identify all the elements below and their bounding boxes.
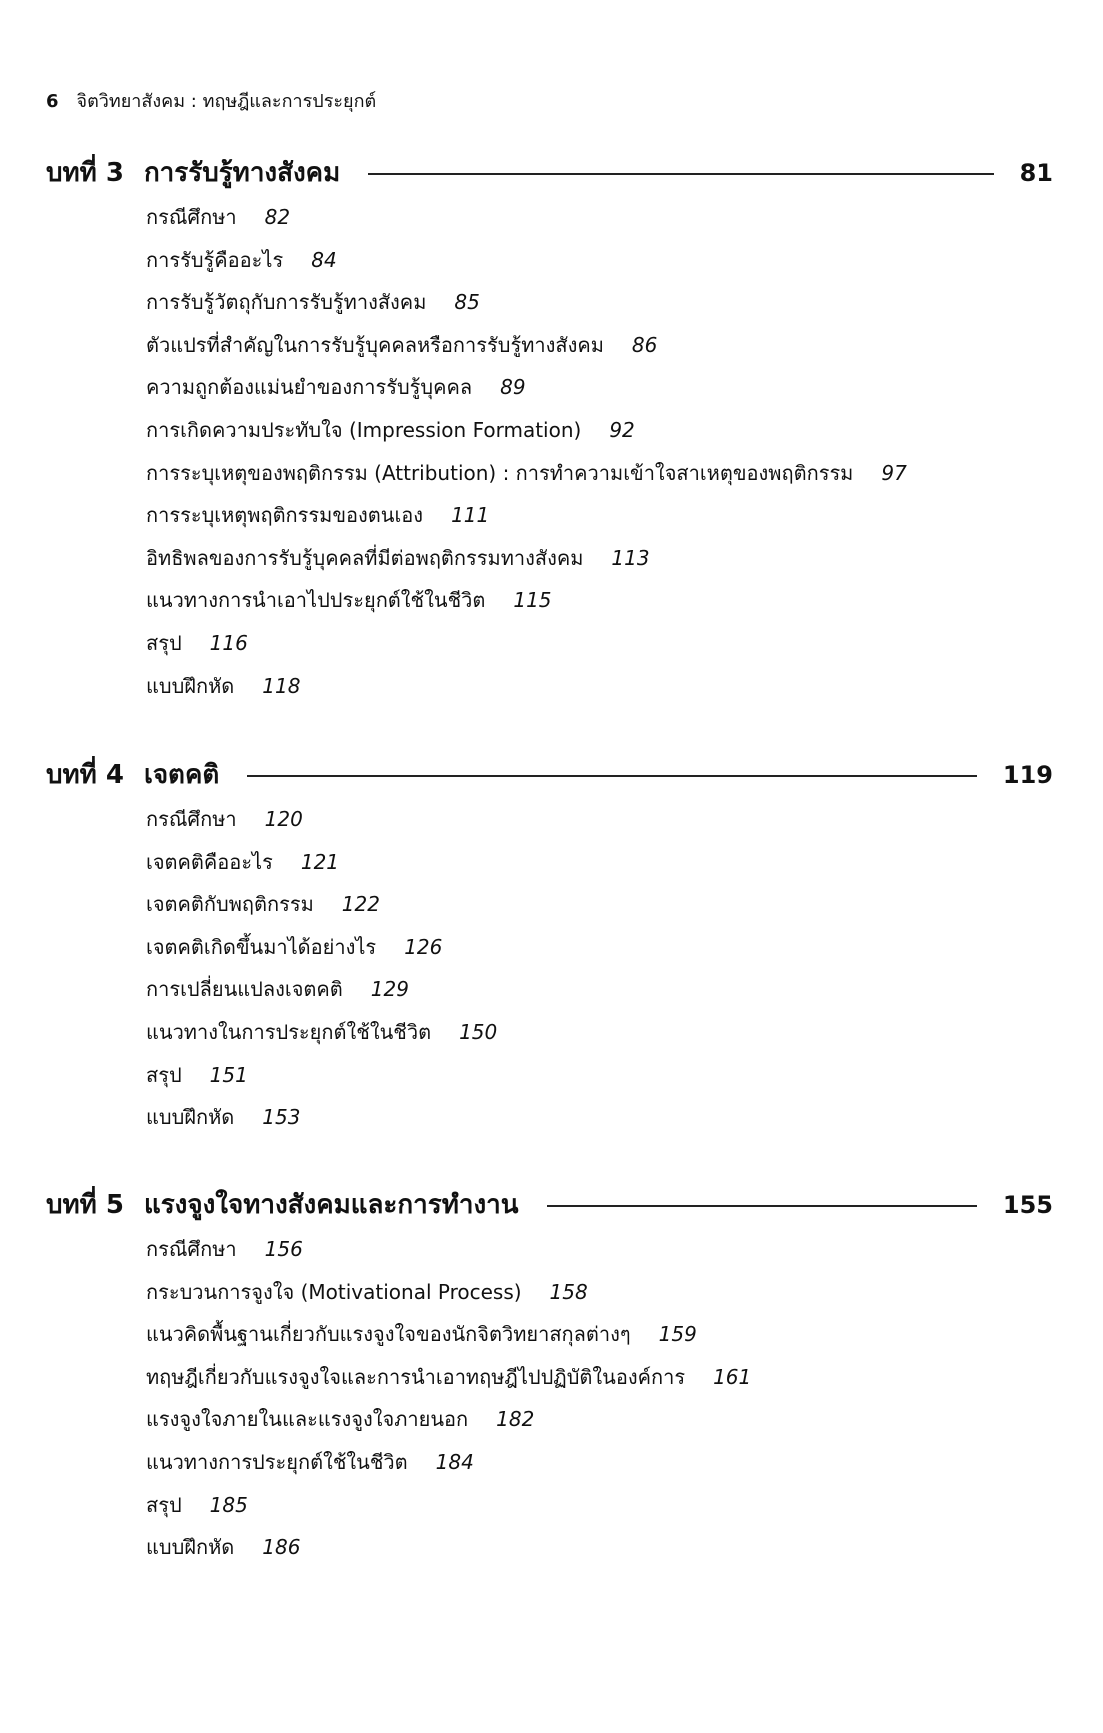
toc-entry[interactable] xyxy=(146,1228,1053,1271)
toc-entry-page: 121 xyxy=(300,849,340,874)
toc-entry[interactable] xyxy=(146,883,1053,926)
toc-entry-title: แรงจูงใจภายในและแรงจูงใจภายนอก xyxy=(146,1407,469,1432)
leader-line xyxy=(368,173,993,175)
toc-entry-title: การรับรู้คืออะไร xyxy=(146,247,284,272)
running-header xyxy=(46,86,376,115)
leader-line xyxy=(247,775,977,777)
toc-entry-title: การระบุเหตุของพฤติกรรม (Attribution) : การทำความเข้าใจสาเหตุของพฤติกรรม xyxy=(146,460,854,485)
toc-entry[interactable] xyxy=(146,1054,1053,1097)
toc-entry-title: กรณีศึกษา xyxy=(146,807,237,831)
toc-entry-title: สรุป xyxy=(146,1062,182,1087)
toc-entry-page: 182 xyxy=(496,1407,535,1432)
chapter-title: เจตคติ xyxy=(143,760,220,790)
toc-entry[interactable] xyxy=(146,1484,1053,1527)
toc-entry-page: 129 xyxy=(370,977,409,1002)
chapter-label: บทที่ 5 xyxy=(46,1190,124,1220)
toc-entry-page: 159 xyxy=(658,1322,697,1347)
toc-entry-page: 161 xyxy=(713,1364,752,1389)
toc-entry[interactable] xyxy=(146,1313,1053,1356)
toc-entry-title: กรณีศึกษา xyxy=(146,205,237,229)
toc-entry-page: 151 xyxy=(209,1062,248,1087)
chapter-label: บทที่ 4 xyxy=(46,760,124,790)
toc-entry-page: 122 xyxy=(341,892,380,917)
toc-entry-page: 153 xyxy=(262,1105,301,1130)
toc-entry-page: 184 xyxy=(435,1449,474,1474)
header-book-title: จิตวิทยาสังคม : ทฤษฎีและการประยุกต์ xyxy=(76,91,377,112)
toc-entry-title: การรับรู้วัตถุกับการรับรู้ทางสังคม xyxy=(146,290,427,315)
toc-entry-title: แนวทางการประยุกต์ใช้ในชีวิต xyxy=(146,1449,408,1474)
toc-entry-title: การเปลี่ยนแปลงเจตคติ xyxy=(146,977,343,1002)
chapter-3 xyxy=(46,152,1053,707)
toc-entry-title: เจตคติกับพฤติกรรม xyxy=(146,892,314,917)
chapter-page-number: 81 xyxy=(1019,159,1053,187)
chapter-5 xyxy=(46,1184,1053,1569)
toc-entry-page: 120 xyxy=(264,807,303,831)
toc-entry-title: เจตคติคืออะไร xyxy=(146,849,273,874)
toc-entry-page: 150 xyxy=(459,1019,498,1044)
toc-entry[interactable] xyxy=(146,665,1053,708)
chapter-title: การรับรู้ทางสังคม xyxy=(143,158,341,188)
toc-entry-page: 97 xyxy=(881,460,907,485)
toc-entry-page: 113 xyxy=(611,545,650,570)
toc-entry-page: 185 xyxy=(209,1492,248,1517)
chapter-heading[interactable] xyxy=(46,754,1053,794)
chapter-label: บทที่ 3 xyxy=(46,158,124,188)
toc-entry-title: แบบฝึกหัด xyxy=(146,1535,235,1560)
toc-entry-page: 85 xyxy=(454,290,480,315)
toc-entry-page: 92 xyxy=(609,417,635,442)
toc-entry-page: 158 xyxy=(549,1279,588,1304)
chapter-heading[interactable] xyxy=(46,1184,1053,1224)
toc-entry[interactable] xyxy=(146,452,1053,495)
toc-entry[interactable] xyxy=(146,1441,1053,1484)
toc-entry-title: แบบฝึกหัด xyxy=(146,1105,235,1130)
toc-entry[interactable] xyxy=(146,494,1053,537)
chapter-page-number: 155 xyxy=(1002,1191,1053,1219)
chapter-title: แรงจูงใจทางสังคมและการทำงาน xyxy=(143,1190,519,1220)
toc-entry-page: 82 xyxy=(264,205,291,229)
toc-entry[interactable] xyxy=(146,409,1053,452)
toc-entry-page: 89 xyxy=(500,375,526,400)
chapter-page-number: 119 xyxy=(1002,761,1053,789)
toc-entry-title: แนวทางการนำเอาไปประยุกต์ใช้ในชีวิต xyxy=(146,588,486,613)
section-list xyxy=(46,1228,1053,1569)
toc-entry-page: 86 xyxy=(631,332,658,357)
toc-entry[interactable] xyxy=(146,841,1053,884)
toc-entry[interactable] xyxy=(146,1096,1053,1139)
toc-entry-page: 84 xyxy=(311,247,337,272)
toc-entry-page: 126 xyxy=(404,934,443,959)
toc-entry-page: 156 xyxy=(264,1237,303,1261)
section-list xyxy=(46,798,1053,1139)
toc-entry[interactable] xyxy=(146,324,1053,367)
toc-entry-page: 115 xyxy=(513,588,552,613)
toc-entry[interactable] xyxy=(146,1011,1053,1054)
toc-entry[interactable] xyxy=(146,196,1053,239)
toc-entry[interactable] xyxy=(146,239,1053,282)
toc-entry[interactable] xyxy=(146,926,1053,969)
toc-entry-page: 111 xyxy=(451,503,490,528)
chapter-heading[interactable] xyxy=(46,152,1053,192)
toc-entry[interactable] xyxy=(146,1398,1053,1441)
toc-entry-title: ทฤษฎีเกี่ยวกับแรงจูงใจและการนำเอาทฤษฎีไปปฏิบัติในองค์การ xyxy=(146,1364,686,1389)
toc-entry[interactable] xyxy=(146,798,1053,841)
toc-entry-page: 186 xyxy=(262,1535,301,1560)
toc-entry-title: การเกิดความประทับใจ (Impression Formation) xyxy=(146,417,582,442)
toc-entry-title: อิทธิพลของการรับรู้บุคคลที่มีต่อพฤติกรรมทางสังคม xyxy=(146,545,584,570)
toc-entry[interactable] xyxy=(146,281,1053,324)
toc-entry-title: สรุป xyxy=(146,1492,182,1517)
toc-entry-title: กรณีศึกษา xyxy=(146,1237,237,1261)
toc-entry-title: กระบวนการจูงใจ (Motivational Process) xyxy=(146,1279,522,1304)
toc-entry-title: เจตคติเกิดขึ้นมาได้อย่างไร xyxy=(146,934,377,959)
toc-entry[interactable] xyxy=(146,968,1053,1011)
toc-entry[interactable] xyxy=(146,1271,1053,1314)
toc-entry[interactable] xyxy=(146,366,1053,409)
section-list xyxy=(46,196,1053,707)
toc-entry[interactable] xyxy=(146,1526,1053,1569)
toc-entry-title: แบบฝึกหัด xyxy=(146,673,235,698)
toc-entry[interactable] xyxy=(146,579,1053,622)
toc-entry-title: ความถูกต้องแม่นยำของการรับรู้บุคคล xyxy=(146,375,473,400)
toc-entry-title: แนวคิดพื้นฐานเกี่ยวกับแรงจูงใจของนักจิตวิทยาสกุลต่างๆ xyxy=(146,1322,631,1347)
toc-entry[interactable] xyxy=(146,1356,1053,1399)
toc-entry-page: 116 xyxy=(209,630,248,655)
header-page-number: 6 xyxy=(46,91,59,112)
toc-entry-title: แนวทางในการประยุกต์ใช้ในชีวิต xyxy=(146,1019,432,1044)
toc-entry[interactable] xyxy=(146,537,1053,580)
toc-entry-title: ตัวแปรที่สำคัญในการรับรู้บุคคลหรือการรับรู้ทางสังคม xyxy=(146,332,604,357)
leader-line xyxy=(547,1205,977,1207)
chapter-4 xyxy=(46,754,1053,1139)
toc-entry-page: 118 xyxy=(262,673,301,698)
toc-entry-title: สรุป xyxy=(146,630,182,655)
toc-entry-title: การระบุเหตุพฤติกรรมของตนเอง xyxy=(146,503,424,528)
toc-entry[interactable] xyxy=(146,622,1053,665)
